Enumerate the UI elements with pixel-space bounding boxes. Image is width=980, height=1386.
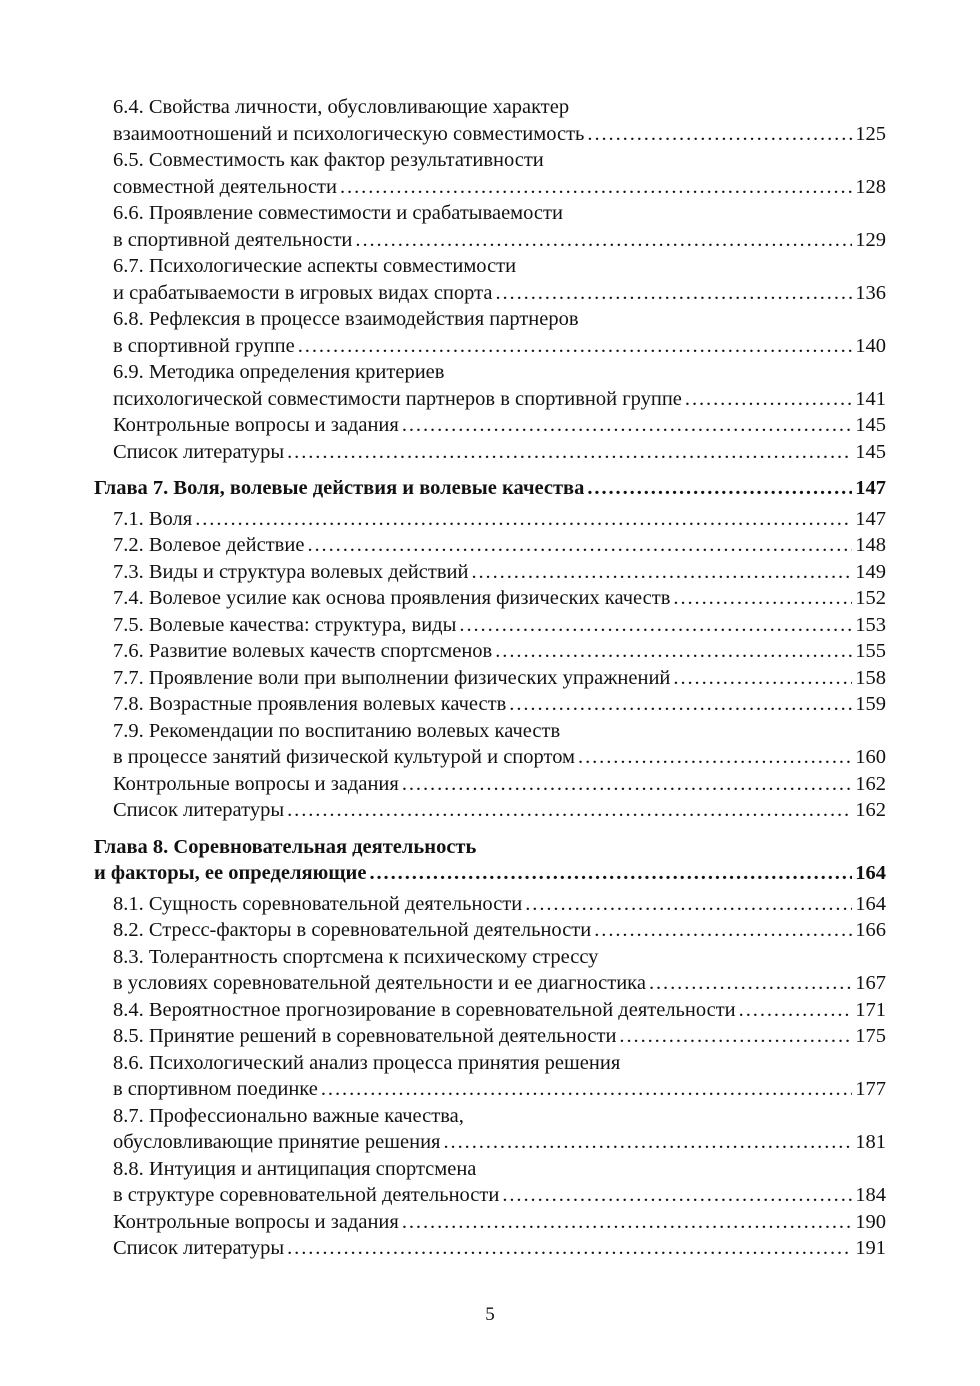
toc-line [113,147,886,174]
toc-page-number: 145 [855,414,886,436]
toc-line [113,506,886,533]
toc-title: Список литературы [113,799,285,821]
toc-title: 7.1. Воля [113,507,193,530]
toc-entry [94,891,886,918]
toc-line [113,744,886,771]
toc-entry [94,200,886,253]
toc-page-number: 171 [855,998,886,1021]
toc-line [113,559,886,586]
toc-entry [94,638,886,665]
toc-line [113,797,886,824]
toc-title: и факторы, ее определяющие [94,862,367,884]
toc-title: в спортивной группе [113,334,295,357]
toc-entry [94,1235,886,1262]
toc-page-number: 128 [855,175,886,198]
toc-title: в спортивном поединке [113,1078,318,1100]
toc-line [113,691,886,718]
toc-page-number: 129 [855,228,886,251]
toc-title: 7.5. Волевые качества: структура, виды [113,613,457,636]
toc-line [94,860,886,887]
toc-title: 6.4. Свойства личности, обусловливающие характер [113,96,570,118]
toc-title: 6.7. Психологические аспекты совместимости [113,255,517,277]
dot-leader [307,532,852,559]
dot-leader [369,860,852,887]
toc-title: в структуре соревновательной деятельности [113,1184,500,1206]
toc-line [113,612,886,639]
toc-page-number: 153 [855,613,886,636]
toc-page-number: 141 [855,387,886,410]
toc-line [113,532,886,559]
toc-title: 8.6. Психологический анализ процесса принятия решения [113,1051,621,1074]
toc-page-number: 164 [855,862,886,884]
toc-line [113,280,886,307]
toc-page-number: 162 [855,799,886,821]
toc-line [113,917,886,944]
toc-title: Глава 7. Воля, волевые действия и волевые качества [94,477,585,499]
toc-title: 8.2. Стресс-факторы в соревновательной деятельности [113,919,592,941]
toc-entry [94,944,886,997]
toc-title: и срабатываемости в игровых видах спорта [113,281,493,304]
toc-line [113,306,886,333]
dot-leader [587,121,852,148]
toc-entry [94,306,886,359]
dot-leader [195,506,852,533]
toc-entry [94,253,886,306]
toc-entry [94,439,886,466]
toc-line [113,412,886,439]
toc-entry [94,359,886,412]
toc-line [113,997,886,1024]
toc-line [113,638,886,665]
toc-entry [94,1050,886,1103]
dot-leader [509,691,852,718]
toc-title: 7.6. Развитие волевых качеств спортсменов [113,640,493,662]
toc-line [113,1050,886,1077]
toc-line [113,1235,886,1262]
toc-line [113,174,886,201]
toc-page-number: 147 [855,477,886,499]
toc-line [113,665,886,692]
dot-leader [495,638,852,665]
dot-leader [578,744,852,771]
toc-title: 6.5. Совместимость как фактор результативности [113,149,544,171]
dot-leader [298,333,853,360]
toc-entry [94,771,886,798]
toc-entry [94,585,886,612]
toc-entry [94,1156,886,1209]
toc-line [113,891,886,918]
toc-title: Контрольные вопросы и задания [113,1210,399,1233]
toc-line [113,1182,886,1209]
toc-title: 8.4. Вероятностное прогнозирование в соревновательной деятельности [113,998,736,1021]
toc-title: Список литературы [113,440,285,463]
toc-entry [94,559,886,586]
dot-leader [340,174,852,201]
toc-page-number: 191 [855,1237,886,1259]
toc-line [113,333,886,360]
toc-line [94,475,886,502]
toc-title: 8.5. Принятие решений в соревновательной деятельности [113,1025,617,1047]
toc-entry [94,718,886,771]
toc-title: 7.9. Рекомендации по воспитанию волевых качеств [113,719,561,742]
toc-line [113,1076,886,1103]
toc-page-number: 148 [855,534,886,556]
toc-line [113,253,886,280]
toc-entry [94,612,886,639]
toc-page-number: 145 [855,440,886,463]
toc-line [113,970,886,997]
toc-page-number: 125 [855,122,886,145]
dot-leader [287,797,852,824]
toc-page-number: 166 [855,919,886,941]
toc-title: 8.8. Интуиция и антиципация спортсмена [113,1157,477,1180]
dot-leader [525,891,852,918]
toc-entry [94,997,886,1024]
toc-title: 8.1. Сущность соревновательной деятельности [113,892,523,915]
toc-line [113,386,886,413]
toc-title: в спортивной деятельности [113,228,353,251]
toc-entry [94,147,886,200]
dot-leader [673,585,852,612]
dot-leader [739,997,853,1024]
toc-page-number: 159 [855,693,886,715]
toc-line [113,200,886,227]
table-of-contents [94,94,886,1262]
toc-page-number: 167 [855,972,886,994]
toc-line [113,585,886,612]
toc-line [113,718,886,745]
dot-leader [649,970,852,997]
dot-leader [594,917,852,944]
toc-line [113,1156,886,1183]
toc-page-number: 158 [855,666,886,689]
toc-entry [94,797,886,824]
dot-leader [587,475,852,502]
toc-line [113,771,886,798]
toc-entry [94,691,886,718]
toc-entry [94,1209,886,1236]
toc-title: 8.3. Толерантность спортсмена к психическому стрессу [113,945,599,968]
toc-page-number: 147 [855,507,886,530]
toc-title: 7.7. Проявление воли при выполнении физических упражнений [113,666,671,689]
dot-leader [495,280,852,307]
toc-title: в процессе занятий физической культурой и спортом [113,746,576,768]
toc-title: взаимоотношений и психологическую совместимость [113,122,585,145]
dot-leader [444,1129,853,1156]
toc-chapter [94,834,886,887]
toc-title: 7.8. Возрастные проявления волевых качеств [113,693,507,715]
toc-entry [94,665,886,692]
toc-page-number: 184 [855,1184,886,1206]
dot-leader [355,227,852,254]
toc-title: совместной деятельности [113,175,337,198]
toc-line [113,1209,886,1236]
toc-entry [94,532,886,559]
toc-page-number: 177 [855,1078,886,1100]
dot-leader [402,412,852,439]
page-number: 5 [485,1304,495,1325]
dot-leader [673,665,852,692]
dot-leader [287,439,852,466]
dot-leader [685,386,852,413]
dot-leader [502,1182,852,1209]
toc-page-number: 152 [855,587,886,609]
toc-title: 7.4. Волевое усилие как основа проявления физических качеств [113,587,671,609]
toc-line [113,1103,886,1130]
toc-line [113,439,886,466]
toc-page-number: 162 [855,772,886,795]
toc-title: 7.3. Виды и структура волевых действий [113,560,469,583]
toc-page-number: 136 [855,281,886,304]
dot-leader [619,1023,852,1050]
toc-line [113,121,886,148]
toc-line [113,359,886,386]
toc-title: психологической совместимости партнеров в спортивной группе [113,387,682,410]
toc-title: Глава 8. Соревновательная деятельность [94,835,477,858]
toc-entry [94,412,886,439]
toc-title: Контрольные вопросы и задания [113,414,399,436]
toc-line [113,944,886,971]
dot-leader [471,559,852,586]
dot-leader [459,612,852,639]
toc-title: 6.9. Методика определения критериев [113,361,445,383]
toc-line [113,1129,886,1156]
dot-leader [402,771,852,798]
toc-page-number: 190 [855,1210,886,1233]
toc-title: в условиях соревновательной деятельности и ее диагностика [113,972,646,994]
toc-page-number: 175 [855,1025,886,1047]
toc-title: обусловливающие принятие решения [113,1131,441,1153]
toc-entry [94,94,886,147]
toc-title: 7.2. Волевое действие [113,534,305,556]
toc-entry [94,1023,886,1050]
toc-page-number: 164 [855,892,886,915]
toc-title: 8.7. Профессионально важные качества, [113,1104,464,1127]
toc-page-number: 160 [855,746,886,768]
toc-page-number: 181 [855,1131,886,1153]
toc-entry [94,917,886,944]
toc-chapter [94,475,886,502]
toc-line [113,1023,886,1050]
dot-leader [287,1235,852,1262]
toc-entry [94,1103,886,1156]
toc-line [113,227,886,254]
toc-page-number: 149 [855,560,886,583]
dot-leader [321,1076,852,1103]
toc-line [113,94,886,121]
dot-leader [402,1209,852,1236]
toc-title: 6.6. Проявление совместимости и срабатываемости [113,202,563,224]
toc-page-number: 140 [855,334,886,357]
toc-page-number: 155 [855,640,886,662]
toc-entry [94,506,886,533]
toc-title: Контрольные вопросы и задания [113,772,399,795]
toc-title: Список литературы [113,1237,285,1259]
toc-title: 6.8. Рефлексия в процессе взаимодействия партнеров [113,308,579,330]
toc-line [94,834,886,861]
